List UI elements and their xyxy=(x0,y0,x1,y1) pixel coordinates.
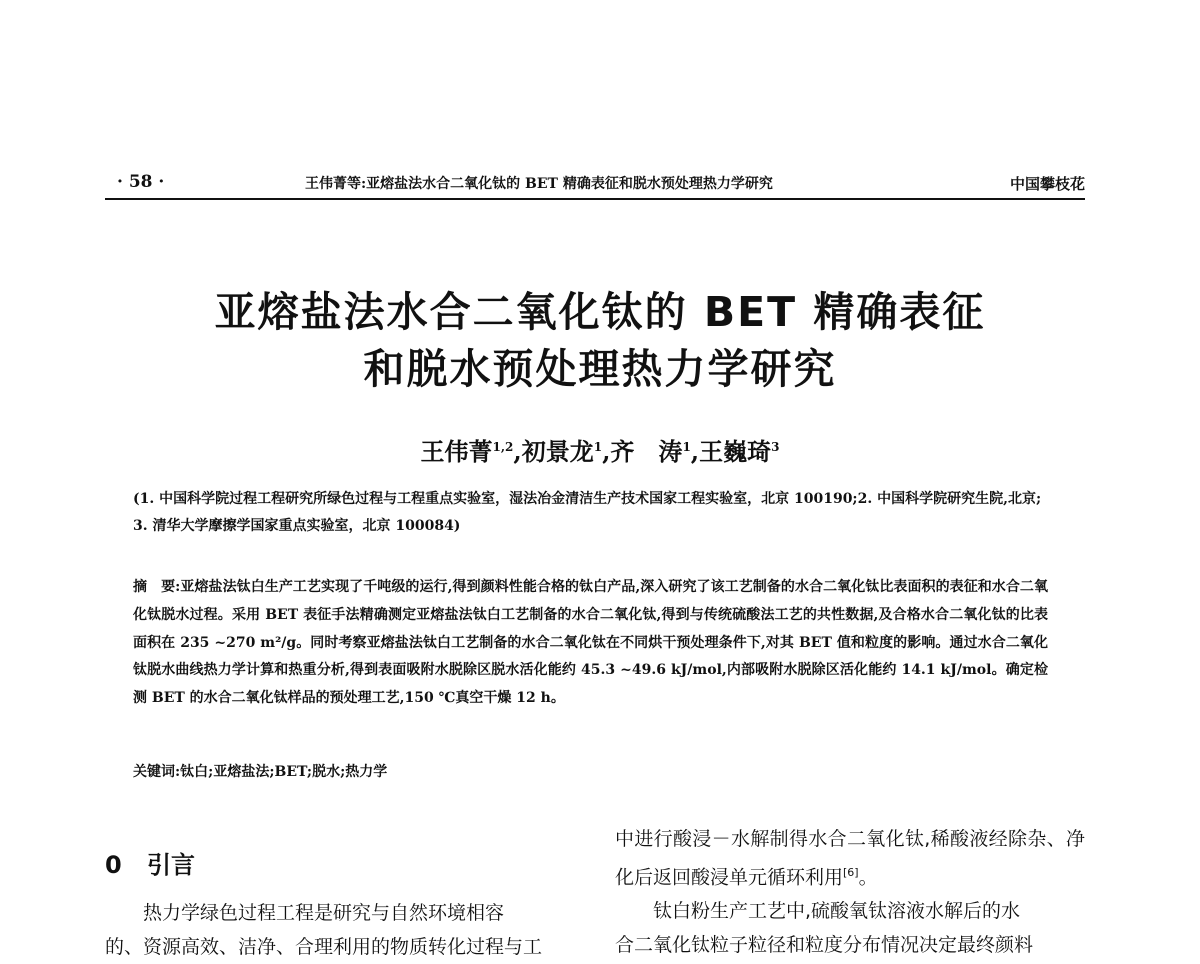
author-name: ,王巍琦 xyxy=(690,437,772,466)
author-affil-mark: 3 xyxy=(771,440,780,454)
author-name: ,初景龙 xyxy=(513,437,594,466)
affiliations: (1. 中国科学院过程工程研究所绿色过程与工程重点实验室，湿法冶金清洁生产技术国家工程实验室，北京 100190;2. 中国科学院研究生院,北京; 3. 清华大学摩擦学国家重点实验室，北京 100084) xyxy=(133,491,1042,534)
author-name: 王伟菁 xyxy=(420,437,493,466)
left-column xyxy=(105,845,580,964)
body-line: 的、资源高效、洁净、合理利用的物质转化过程与工 xyxy=(105,936,543,958)
body-text: 。 xyxy=(858,866,878,889)
running-header xyxy=(105,170,1085,200)
right-column xyxy=(615,822,1085,962)
title-line-2: 和脱水预处理热力学研究 xyxy=(363,345,837,393)
body-text-left xyxy=(105,896,580,964)
author-name: ,齐 涛 xyxy=(602,437,683,466)
section-heading xyxy=(105,845,580,880)
keywords-label: 关键词: xyxy=(133,764,181,780)
body-line: 热力学绿色过程工程是研究与自然环境相容 xyxy=(143,902,505,924)
journal-name: 中国攀枝花 xyxy=(1009,175,1085,193)
body-line: 合二氧化钛粒子粒径和粒度分布情况决定最终颜料 xyxy=(615,934,1034,957)
body-text: 中进行酸浸－水解制得水合二氧化钛,稀酸液经除杂、净化后返回酸浸单元循环利用 xyxy=(615,828,1085,889)
title-line-1: 亚熔盐法水合二氧化钛的 BET 精确表征 xyxy=(214,288,986,336)
keywords-text: 钛白;亚熔盐法;BET;脱水;热力学 xyxy=(180,764,388,780)
abstract-label: 摘 要: xyxy=(133,579,181,595)
running-title: 王伟菁等:亚熔盐法水合二氧化钛的 BET 精确表征和脱水预处理热力学研究 xyxy=(305,176,773,192)
keywords xyxy=(133,761,1048,781)
section-title: 引言 xyxy=(147,851,195,879)
body-paragraph xyxy=(615,822,1085,894)
abstract xyxy=(133,574,1048,713)
author-affil-mark: 1 xyxy=(682,440,691,454)
page-number: · 58 · xyxy=(117,172,165,192)
body-line: 钛白粉生产工艺中,硫酸氧钛溶液水解后的水 xyxy=(653,900,1021,923)
citation-ref: [6] xyxy=(843,866,859,879)
abstract-text: 亚熔盐法钛白生产工艺实现了千吨级的运行,得到颜料性能合格的钛白产品,深入研究了该工艺制备的水合二氧化钛比表面积的表征和水合二氧化钛脱水过程。采用 BET 表征手法精确测定亚熔盐法钛白工艺制备的水合二氧化钛,得到与传统硫酸法工艺的共性数据,及合格水合二氧化钛的比表面积在 235 ~270 m²/g。同时考察亚熔盐法钛白工艺制备的水合二氧化钛在不同烘干预处理条件下,对其 BET 值和粒度的影响。通过水合二氧化钛脱水曲线热力学计算和热重分析,得到表面吸附水脱除区脱水活化能约 45.3 ~49.6 kJ/mol,内部吸附水脱除区活化能约 14.1 kJ/mol。确定检测 BET 的水合二氧化钛样品的预处理工艺,150 ℃真空干燥 12 h。 xyxy=(133,579,1048,707)
author-affil-mark: 1 xyxy=(593,440,603,454)
paper-title xyxy=(0,284,1200,398)
section-number: 0 xyxy=(105,851,122,879)
author-affil-mark: 1,2 xyxy=(492,440,514,454)
author-list xyxy=(0,432,1200,467)
